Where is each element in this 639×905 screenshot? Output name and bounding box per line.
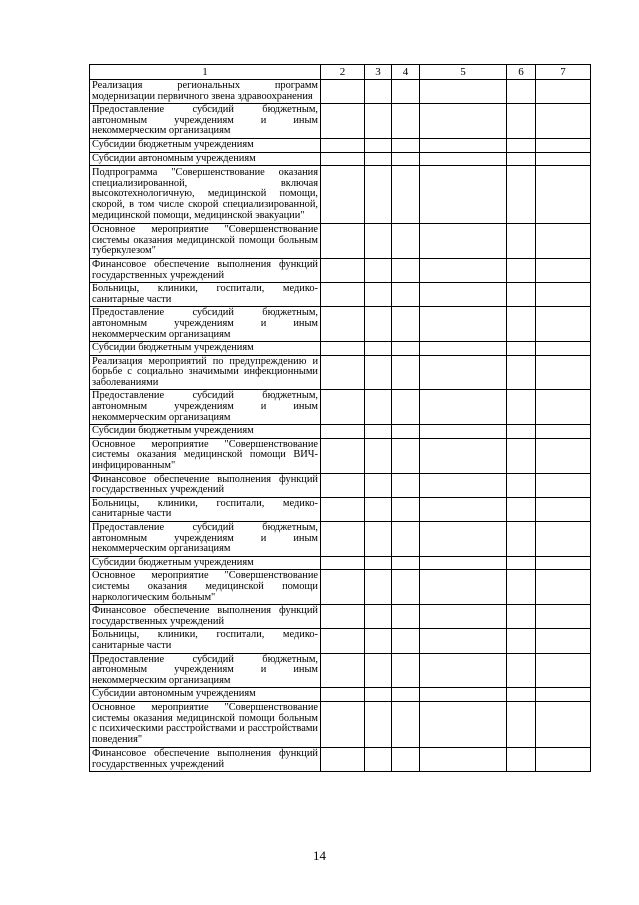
row-name-cell: Больницы, клиники, госпитали, медико-санитарные части <box>90 629 321 653</box>
row-name-cell: Больницы, клиники, госпитали, медико-санитарные части <box>90 497 321 521</box>
section-code-cell <box>365 152 392 166</box>
section-code-cell <box>365 224 392 259</box>
amount-cell <box>536 307 591 342</box>
row-name-cell: Предоставление субсидий бюджетным, автономным учреждениям и иным некоммерческим организациям <box>90 104 321 139</box>
row-name-cell: Субсидии бюджетным учреждениям <box>90 425 321 439</box>
amount-cell <box>536 152 591 166</box>
section-code-cell <box>365 473 392 497</box>
target-article-cell <box>420 629 507 653</box>
subsection-code-cell <box>392 556 420 570</box>
admin-code-cell <box>321 570 365 605</box>
table-row <box>90 629 591 653</box>
target-article-cell <box>420 342 507 356</box>
expense-type-cell <box>507 283 536 307</box>
header-cell: 7 <box>536 65 591 80</box>
subsection-code-cell <box>392 629 420 653</box>
amount-cell <box>536 224 591 259</box>
table-row <box>90 497 591 521</box>
admin-code-cell <box>321 556 365 570</box>
subsection-code-cell <box>392 104 420 139</box>
amount-cell <box>536 104 591 139</box>
row-name-cell: Предоставление субсидий бюджетным, автономным учреждениям и иным некоммерческим организациям <box>90 307 321 342</box>
row-name-cell: Предоставление субсидий бюджетным, автономным учреждениям и иным некоммерческим организациям <box>90 653 321 688</box>
amount-cell <box>536 166 591 224</box>
amount-cell <box>536 258 591 282</box>
admin-code-cell <box>321 653 365 688</box>
section-code-cell <box>365 605 392 629</box>
expense-type-cell <box>507 390 536 425</box>
amount-cell <box>536 688 591 702</box>
admin-code-cell <box>321 747 365 771</box>
table-header <box>90 65 591 80</box>
amount-cell <box>536 497 591 521</box>
expense-type-cell <box>507 570 536 605</box>
table-row <box>90 701 591 747</box>
header-cell: 6 <box>507 65 536 80</box>
admin-code-cell <box>321 438 365 473</box>
subsection-code-cell <box>392 438 420 473</box>
row-name-cell: Больницы, клиники, госпитали, медико-санитарные части <box>90 283 321 307</box>
subsection-code-cell <box>392 473 420 497</box>
expense-type-cell <box>507 342 536 356</box>
row-name-cell: Предоставление субсидий бюджетным, автономным учреждениям и иным некоммерческим организациям <box>90 522 321 557</box>
row-name-cell: Основное мероприятие "Совершенствование системы оказания медицинской помощи наркологическим больным" <box>90 570 321 605</box>
admin-code-cell <box>321 688 365 702</box>
subsection-code-cell <box>392 283 420 307</box>
amount-cell <box>536 522 591 557</box>
section-code-cell <box>365 522 392 557</box>
table-row <box>90 425 591 439</box>
admin-code-cell <box>321 152 365 166</box>
table-row <box>90 138 591 152</box>
table-row <box>90 605 591 629</box>
amount-cell <box>536 283 591 307</box>
expense-type-cell <box>507 152 536 166</box>
section-code-cell <box>365 80 392 104</box>
amount-cell <box>536 80 591 104</box>
amount-cell <box>536 701 591 747</box>
amount-cell <box>536 629 591 653</box>
admin-code-cell <box>321 342 365 356</box>
target-article-cell <box>420 138 507 152</box>
target-article-cell <box>420 747 507 771</box>
subsection-code-cell <box>392 307 420 342</box>
expense-type-cell <box>507 688 536 702</box>
admin-code-cell <box>321 390 365 425</box>
target-article-cell <box>420 438 507 473</box>
subsection-code-cell <box>392 166 420 224</box>
amount-cell <box>536 605 591 629</box>
section-code-cell <box>365 688 392 702</box>
amount-cell <box>536 342 591 356</box>
target-article-cell <box>420 166 507 224</box>
target-article-cell <box>420 653 507 688</box>
expense-type-cell <box>507 701 536 747</box>
target-article-cell <box>420 473 507 497</box>
target-article-cell <box>420 570 507 605</box>
expense-type-cell <box>507 653 536 688</box>
table-row <box>90 307 591 342</box>
row-name-cell: Финансовое обеспечение выполнения функций государственных учреждений <box>90 747 321 771</box>
table-row <box>90 152 591 166</box>
target-article-cell <box>420 283 507 307</box>
header-cell: 4 <box>392 65 420 80</box>
section-code-cell <box>365 570 392 605</box>
expense-type-cell <box>507 522 536 557</box>
amount-cell <box>536 473 591 497</box>
row-name-cell: Реализация мероприятий по предупреждению и борьбе с социально значимыми инфекционными заболеваниями <box>90 355 321 390</box>
target-article-cell <box>420 224 507 259</box>
target-article-cell <box>420 307 507 342</box>
target-article-cell <box>420 605 507 629</box>
budget-table <box>89 64 591 772</box>
subsection-code-cell <box>392 342 420 356</box>
table-row <box>90 342 591 356</box>
subsection-code-cell <box>392 152 420 166</box>
amount-cell <box>536 425 591 439</box>
row-name-cell: Субсидии автономным учреждениям <box>90 688 321 702</box>
amount-cell <box>536 556 591 570</box>
row-name-cell: Финансовое обеспечение выполнения функций государственных учреждений <box>90 473 321 497</box>
expense-type-cell <box>507 629 536 653</box>
target-article-cell <box>420 152 507 166</box>
amount-cell <box>536 355 591 390</box>
row-name-cell: Основное мероприятие "Совершенствование системы оказания медицинской помощи больным с психическими расстройствами и расстройствами поведения" <box>90 701 321 747</box>
table-row <box>90 258 591 282</box>
target-article-cell <box>420 522 507 557</box>
expense-type-cell <box>507 307 536 342</box>
section-code-cell <box>365 747 392 771</box>
section-code-cell <box>365 497 392 521</box>
expense-type-cell <box>507 104 536 139</box>
section-code-cell <box>365 166 392 224</box>
table-row <box>90 747 591 771</box>
admin-code-cell <box>321 224 365 259</box>
expense-type-cell <box>507 438 536 473</box>
admin-code-cell <box>321 522 365 557</box>
row-name-cell: Основное мероприятие "Совершенствование системы оказания медицинской помощи больным туберкулезом" <box>90 224 321 259</box>
header-cell: 5 <box>420 65 507 80</box>
subsection-code-cell <box>392 701 420 747</box>
table-row <box>90 556 591 570</box>
expense-type-cell <box>507 747 536 771</box>
table-row <box>90 166 591 224</box>
admin-code-cell <box>321 629 365 653</box>
expense-type-cell <box>507 258 536 282</box>
header-row <box>90 65 591 80</box>
expense-type-cell <box>507 166 536 224</box>
section-code-cell <box>365 283 392 307</box>
admin-code-cell <box>321 473 365 497</box>
target-article-cell <box>420 258 507 282</box>
row-name-cell: Предоставление субсидий бюджетным, автономным учреждениям и иным некоммерческим организациям <box>90 390 321 425</box>
row-name-cell: Финансовое обеспечение выполнения функций государственных учреждений <box>90 258 321 282</box>
admin-code-cell <box>321 307 365 342</box>
admin-code-cell <box>321 605 365 629</box>
table-row <box>90 283 591 307</box>
header-cell: 1 <box>90 65 321 80</box>
expense-type-cell <box>507 473 536 497</box>
admin-code-cell <box>321 355 365 390</box>
subsection-code-cell <box>392 425 420 439</box>
section-code-cell <box>365 138 392 152</box>
subsection-code-cell <box>392 390 420 425</box>
header-cell: 2 <box>321 65 365 80</box>
admin-code-cell <box>321 80 365 104</box>
section-code-cell <box>365 104 392 139</box>
admin-code-cell <box>321 166 365 224</box>
expense-type-cell <box>507 355 536 390</box>
target-article-cell <box>420 701 507 747</box>
section-code-cell <box>365 653 392 688</box>
row-name-cell: Основное мероприятие "Совершенствование системы оказания медицинской помощи ВИЧ-инфицированным" <box>90 438 321 473</box>
target-article-cell <box>420 556 507 570</box>
admin-code-cell <box>321 497 365 521</box>
amount-cell <box>536 570 591 605</box>
subsection-code-cell <box>392 570 420 605</box>
row-name-cell: Субсидии бюджетным учреждениям <box>90 342 321 356</box>
section-code-cell <box>365 438 392 473</box>
section-code-cell <box>365 629 392 653</box>
target-article-cell <box>420 497 507 521</box>
expense-type-cell <box>507 556 536 570</box>
amount-cell <box>536 747 591 771</box>
amount-cell <box>536 653 591 688</box>
expense-type-cell <box>507 605 536 629</box>
subsection-code-cell <box>392 138 420 152</box>
section-code-cell <box>365 258 392 282</box>
table-row <box>90 355 591 390</box>
admin-code-cell <box>321 104 365 139</box>
target-article-cell <box>420 688 507 702</box>
subsection-code-cell <box>392 522 420 557</box>
page-number: 14 <box>313 848 326 863</box>
section-code-cell <box>365 307 392 342</box>
row-name-cell: Реализация региональных программ модернизации первичного звена здравоохранения <box>90 80 321 104</box>
row-name-cell: Финансовое обеспечение выполнения функций государственных учреждений <box>90 605 321 629</box>
admin-code-cell <box>321 283 365 307</box>
admin-code-cell <box>321 258 365 282</box>
table-row <box>90 688 591 702</box>
subsection-code-cell <box>392 747 420 771</box>
target-article-cell <box>420 80 507 104</box>
row-name-cell: Субсидии бюджетным учреждениям <box>90 556 321 570</box>
target-article-cell <box>420 390 507 425</box>
table-row <box>90 570 591 605</box>
admin-code-cell <box>321 701 365 747</box>
header-cell: 3 <box>365 65 392 80</box>
section-code-cell <box>365 342 392 356</box>
section-code-cell <box>365 355 392 390</box>
section-code-cell <box>365 390 392 425</box>
subsection-code-cell <box>392 605 420 629</box>
row-name-cell: Субсидии бюджетным учреждениям <box>90 138 321 152</box>
section-code-cell <box>365 556 392 570</box>
subsection-code-cell <box>392 653 420 688</box>
admin-code-cell <box>321 425 365 439</box>
table-row <box>90 390 591 425</box>
amount-cell <box>536 138 591 152</box>
row-name-cell: Субсидии автономным учреждениям <box>90 152 321 166</box>
subsection-code-cell <box>392 688 420 702</box>
target-article-cell <box>420 104 507 139</box>
subsection-code-cell <box>392 258 420 282</box>
row-name-cell: Подпрограмма "Совершенствование оказания специализированной, включая высокотехнологичную, медицинской помощи, скорой, в том числе скорой специализированной, медицинской помощи, медицинской эвакуации" <box>90 166 321 224</box>
subsection-code-cell <box>392 224 420 259</box>
amount-cell <box>536 438 591 473</box>
expense-type-cell <box>507 497 536 521</box>
target-article-cell <box>420 425 507 439</box>
section-code-cell <box>365 701 392 747</box>
expense-type-cell <box>507 80 536 104</box>
table-row <box>90 438 591 473</box>
table-row <box>90 522 591 557</box>
subsection-code-cell <box>392 355 420 390</box>
table-row <box>90 473 591 497</box>
expense-type-cell <box>507 138 536 152</box>
amount-cell <box>536 390 591 425</box>
table-row <box>90 104 591 139</box>
table-row <box>90 80 591 104</box>
subsection-code-cell <box>392 497 420 521</box>
admin-code-cell <box>321 138 365 152</box>
table-row <box>90 224 591 259</box>
subsection-code-cell <box>392 80 420 104</box>
table-row <box>90 653 591 688</box>
target-article-cell <box>420 355 507 390</box>
expense-type-cell <box>507 425 536 439</box>
table-body <box>90 80 591 772</box>
section-code-cell <box>365 425 392 439</box>
expense-type-cell <box>507 224 536 259</box>
